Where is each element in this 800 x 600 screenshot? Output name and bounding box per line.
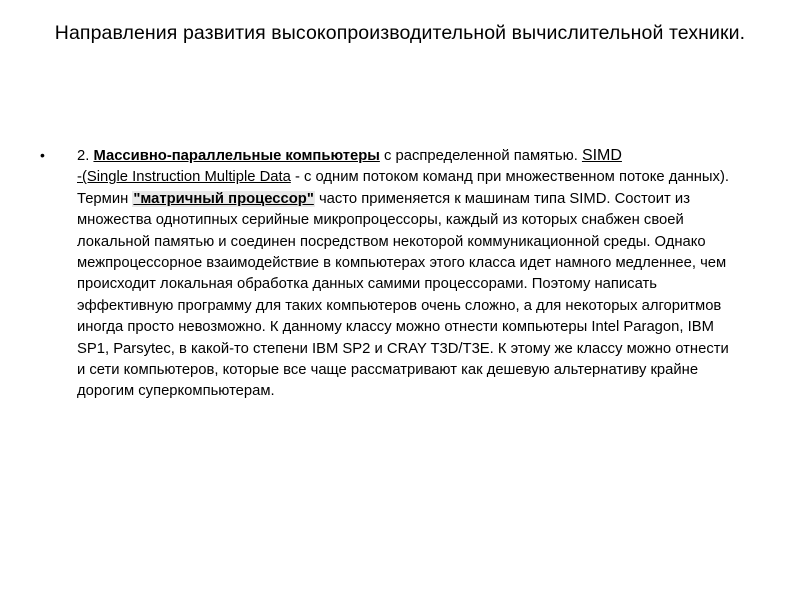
- simd-expansion: (Single Instruction Multiple Data: [81, 169, 291, 186]
- matrix-processor-term: "матричный процессор": [133, 190, 314, 207]
- dash: -: [77, 169, 82, 186]
- bullet-number: 2.: [77, 148, 94, 164]
- text-segment-1: с распределенной памятью.: [379, 148, 582, 164]
- text-segment-3: часто применяется к машинам типа SIMD. Состоит из множества однотипных серийные микропроцессоры, каждый из которых снабжен своей локальной памятью и соединен посредством некоторой коммуникационной среды. Однако межпроцессорное взаимодействие в компьютерах этого класса идет намного медленнее, чем происходит локальная обработка данных самими процессорами. Поэтому написать эффективную программу для таких компьютеров очень сложно, а для некоторых алгоритмов иногда просто невозможно. К данному классу можно отнести компьютеры Intel Paragon, IBM SP1, Parsytec, в какой-то степени IBM SP2 и CRAY T3D/T3E. К этому же классу можно отнести и сети компьютеров, которые все чаще рассматривают как дешевую альтернативу крайне дорогим суперкомпьютерам.: [77, 190, 729, 400]
- slide-content: [40, 145, 740, 403]
- text-segment-2: - с одним потоком команд при множественном потоке данных). Термин: [77, 169, 729, 207]
- bullet-symbol: •: [40, 147, 45, 163]
- bullet-item: [40, 145, 737, 403]
- slide-title: Направления развития высокопроизводительной вычислительной техники.: [54, 22, 746, 44]
- simd-term: SIMD: [581, 147, 622, 164]
- term-heading: Массивно-параллельные компьютеры: [93, 148, 380, 164]
